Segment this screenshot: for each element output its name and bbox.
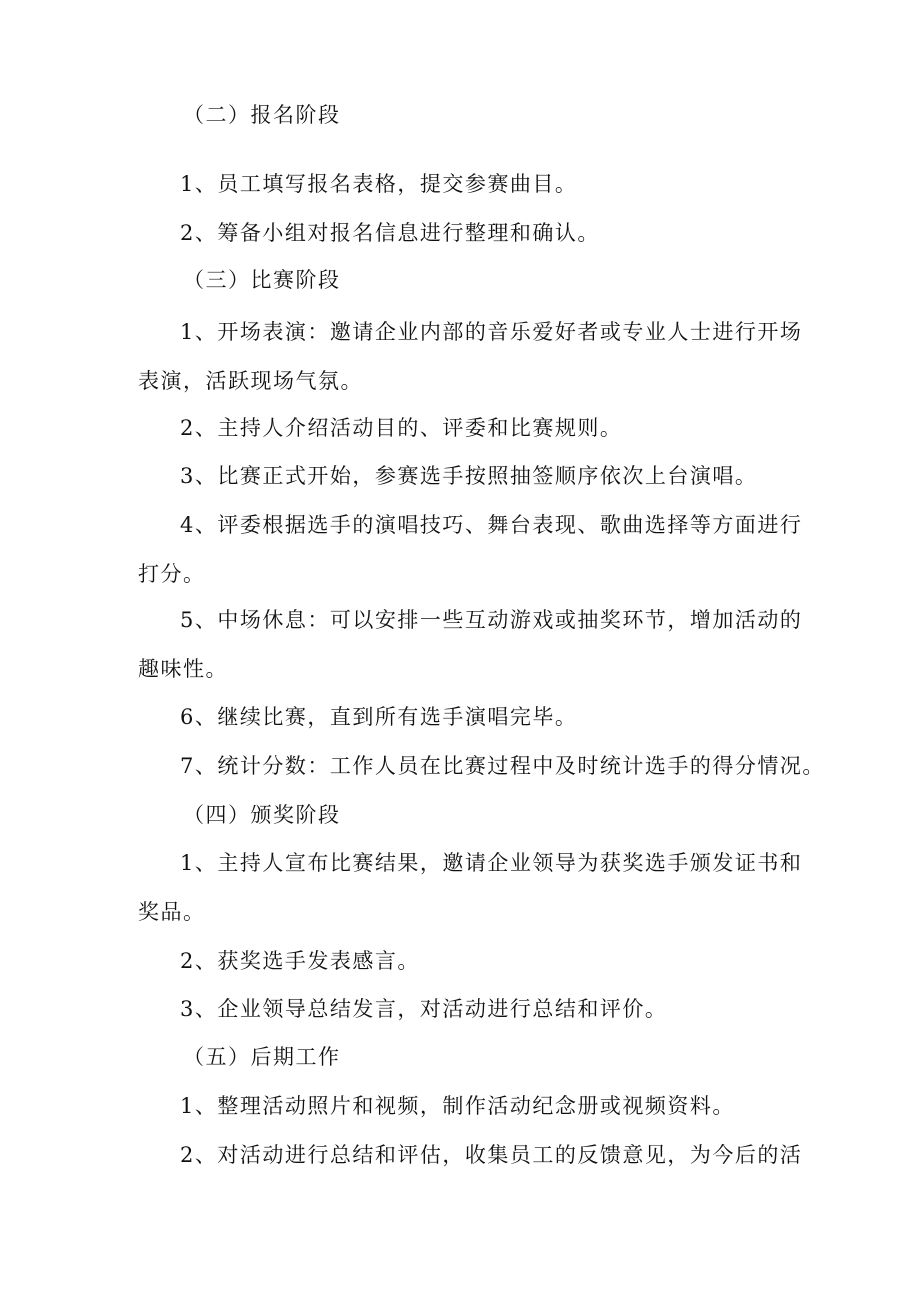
paragraph-line: 3、比赛正式开始，参赛选手按照抽签顺序依次上台演唱。 (180, 464, 758, 488)
paragraph-line: 2、获奖选手发表感言。 (180, 949, 420, 973)
paragraph-line: 2、主持人介绍活动目的、评委和比赛规则。 (180, 416, 623, 440)
paragraph-line-continued: 奖品。 (138, 900, 206, 924)
paragraph-line: 6、继续比赛，直到所有选手演唱完毕。 (180, 705, 578, 729)
paragraph-line: 7、统计分数：工作人员在比赛过程中及时统计选手的得分情况。 (180, 754, 825, 778)
paragraph-line: 2、对活动进行总结和评估，收集员工的反馈意见，为今后的活 (180, 1143, 803, 1167)
paragraph-line: 5、中场休息：可以安排一些互动游戏或抽奖环节，增加活动的 (180, 608, 803, 632)
paragraph-line-continued: 表演，活跃现场气氛。 (138, 369, 363, 393)
paragraph-line: 4、评委根据选手的演唱技巧、舞台表现、歌曲选择等方面进行 (180, 513, 803, 537)
paragraph-line: 3、企业领导总结发言，对活动进行总结和评价。 (180, 997, 668, 1021)
section-heading-registration: （二）报名阶段 (183, 103, 341, 127)
paragraph-line: 1、开场表演：邀请企业内部的音乐爱好者或专业人士进行开场 (180, 320, 803, 344)
paragraph-line: 1、整理活动照片和视频，制作活动纪念册或视频资料。 (180, 1094, 735, 1118)
paragraph-line: 2、筹备小组对报名信息进行整理和确认。 (180, 221, 600, 245)
section-heading-competition: （三）比赛阶段 (183, 268, 341, 292)
paragraph-line: 1、主持人宣布比赛结果，邀请企业领导为获奖选手颁发证书和 (180, 851, 803, 875)
section-heading-awards: （四）颁奖阶段 (183, 803, 341, 827)
paragraph-line-continued: 打分。 (138, 562, 206, 586)
section-heading-followup: （五）后期工作 (183, 1045, 341, 1069)
paragraph-line: 1、员工填写报名表格，提交参赛曲目。 (180, 172, 578, 196)
paragraph-line-continued: 趣味性。 (138, 657, 228, 681)
